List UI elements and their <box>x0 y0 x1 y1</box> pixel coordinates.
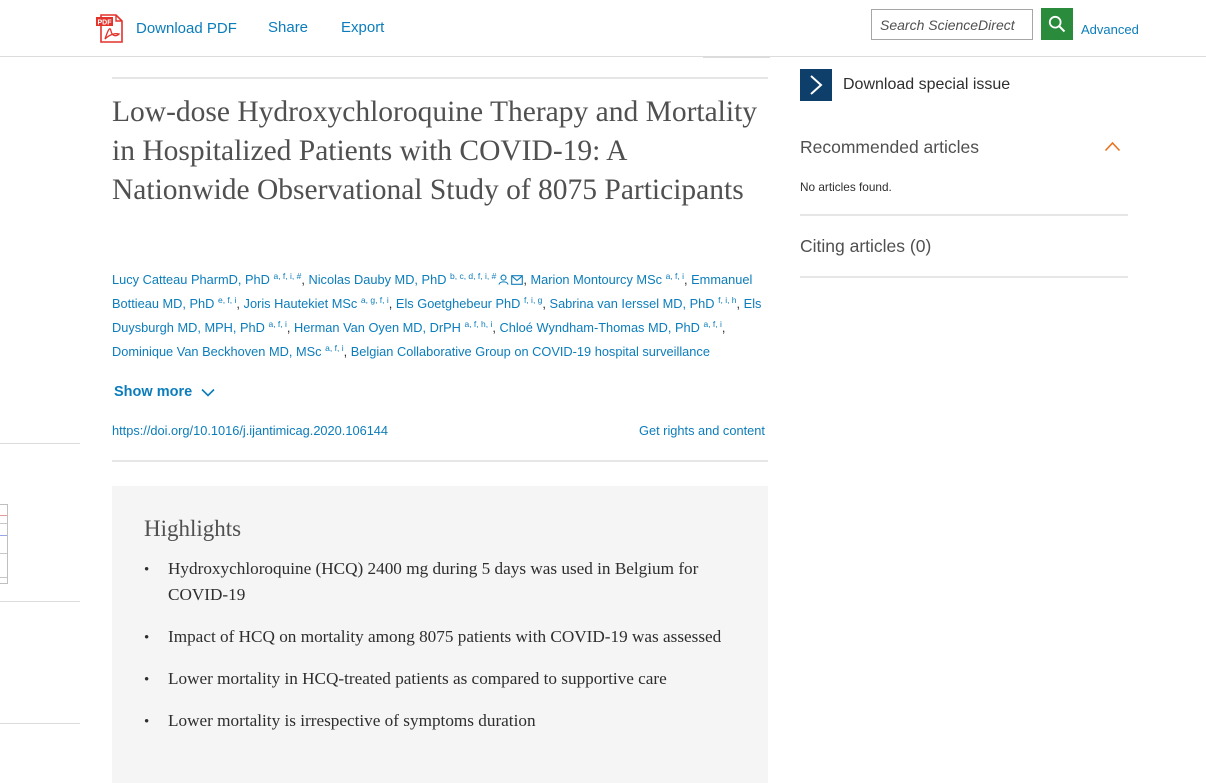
figure-thumbnail[interactable] <box>0 504 8 584</box>
author-link[interactable]: Emmanuel Bottieau MD, PhD $^{e, f, i}$ <box>112 272 753 311</box>
show-more-label: Show more <box>114 384 193 400</box>
top-toolbar <box>0 0 1206 57</box>
highlight-item: • Lower mortality is irrespective of symptoms duration <box>144 708 744 734</box>
author-list: Lucy Catteau PharmD, PhD $^{a, f, i, \#}$, Nicolas Dauby MD, PhD $^{b, c, d, f, i, \#}$ , Marion Montourcy MSc $^{a, f, i}$, Emmanuel Bottieau MD, PhD $^{e, f, i}$, Joris Hautekiet MSc $^{a, g, f, i}$, Els Goetghebeur PhD $^{f, i, g}$, Sabrina van Ierssel MD, PhD $^{f, i, h}$, Els Duysburgh MD, MPH, PhD $^{a, f, i}$, Herman Van Oyen MD, DrPH $^{a, f, h, i}$, Chloé Wyndham-Thomas MD, PhD $^{a, f, i}$, Dominique Van Beckhoven MD, MSc $^{a, f, i}$, Belgian Collaborative Group on COVID-19 hospital surveillance <box>112 271 762 359</box>
author-link[interactable]: Sabrina van Ierssel MD, PhD $^{f, i, h}$ <box>549 295 737 311</box>
envelope-icon[interactable] <box>511 275 523 285</box>
highlight-item: • Hydroxychloroquine (HCQ) 2400 mg during 5 days was used in Belgium for COVID-19 <box>144 556 744 608</box>
person-icon[interactable] <box>498 274 509 285</box>
chevron-down-icon <box>201 388 215 397</box>
article-title: Low-dose Hydroxychloroquine Therapy and Mortality in Hospitalized Patients with COVID-19: A Nationwide Observational Study of 8075 Participants <box>112 96 758 206</box>
tab-underline <box>703 56 770 58</box>
pdf-icon-text: PDF <box>97 19 112 27</box>
highlights-heading: Highlights <box>144 516 242 541</box>
left-sidebar-divider <box>0 601 80 602</box>
author-link[interactable]: Els Duysburgh MD, MPH, PhD $^{a, f, i}$ <box>112 296 762 335</box>
search-input[interactable] <box>871 9 1033 40</box>
doi-link[interactable]: https://doi.org/10.1016/j.ijantimicag.2020.106144 <box>112 423 389 438</box>
highlight-item: • Lower mortality in HCQ-treated patients as compared to supportive care <box>144 666 744 692</box>
left-sidebar-divider <box>0 443 80 444</box>
pdf-file-icon <box>95 12 127 44</box>
export-button[interactable]: Export <box>341 19 385 36</box>
author-link[interactable]: Joris Hautekiet MSc $^{a, g, f, i}$ <box>243 295 389 311</box>
author-link[interactable]: Dominique Van Beckhoven MD, MSc $^{a, f, i}$ <box>112 343 344 359</box>
rights-link[interactable]: Get rights and content <box>639 423 765 438</box>
divider <box>112 460 768 462</box>
highlights-list <box>144 556 744 750</box>
search-button[interactable] <box>1041 8 1073 40</box>
author-link[interactable]: Els Goetghebeur PhD $^{f, i, g}$ <box>395 295 543 311</box>
magnifier-icon <box>1048 15 1066 33</box>
share-button[interactable]: Share <box>268 19 309 36</box>
left-sidebar-divider <box>0 723 80 724</box>
no-articles-message: No articles found. <box>800 180 892 194</box>
recommended-articles-heading[interactable]: Recommended articles <box>800 137 979 157</box>
citing-articles-heading[interactable]: Citing articles (0) <box>800 236 932 256</box>
author-link[interactable]: Herman Van Oyen MD, DrPH $^{a, f, h, i}$ <box>294 319 493 335</box>
download-pdf-label: Download PDF <box>136 19 237 37</box>
collaborative-group-link[interactable]: Belgian Collaborative Group on COVID-19 hospital surveillance <box>350 344 710 359</box>
author-link[interactable]: Lucy Catteau PharmD, PhD $^{a, f, i, \#}$ <box>112 271 302 287</box>
highlights-section <box>112 486 768 783</box>
author-link[interactable]: Chloé Wyndham-Thomas MD, PhD $^{a, f, i}$ <box>499 319 722 335</box>
divider <box>800 214 1128 216</box>
advanced-search-link[interactable]: Advanced <box>1081 22 1139 37</box>
download-special-issue-button[interactable] <box>800 69 1010 101</box>
show-more-button[interactable] <box>114 384 215 400</box>
highlight-item: • Impact of HCQ on mortality among 8075 patients with COVID-19 was assessed <box>144 624 744 650</box>
chevron-up-icon[interactable] <box>1104 141 1121 152</box>
chevron-right-icon <box>800 69 832 101</box>
author-link[interactable]: Marion Montourcy MSc $^{a, f, i}$ <box>530 271 684 287</box>
divider <box>800 276 1128 278</box>
author-link[interactable]: Nicolas Dauby MD, PhD $^{b, c, d, f, i, \#}$ <box>308 271 497 287</box>
special-issue-label: Download special issue <box>843 76 1011 93</box>
download-pdf-button[interactable] <box>95 12 237 44</box>
divider <box>112 77 768 79</box>
